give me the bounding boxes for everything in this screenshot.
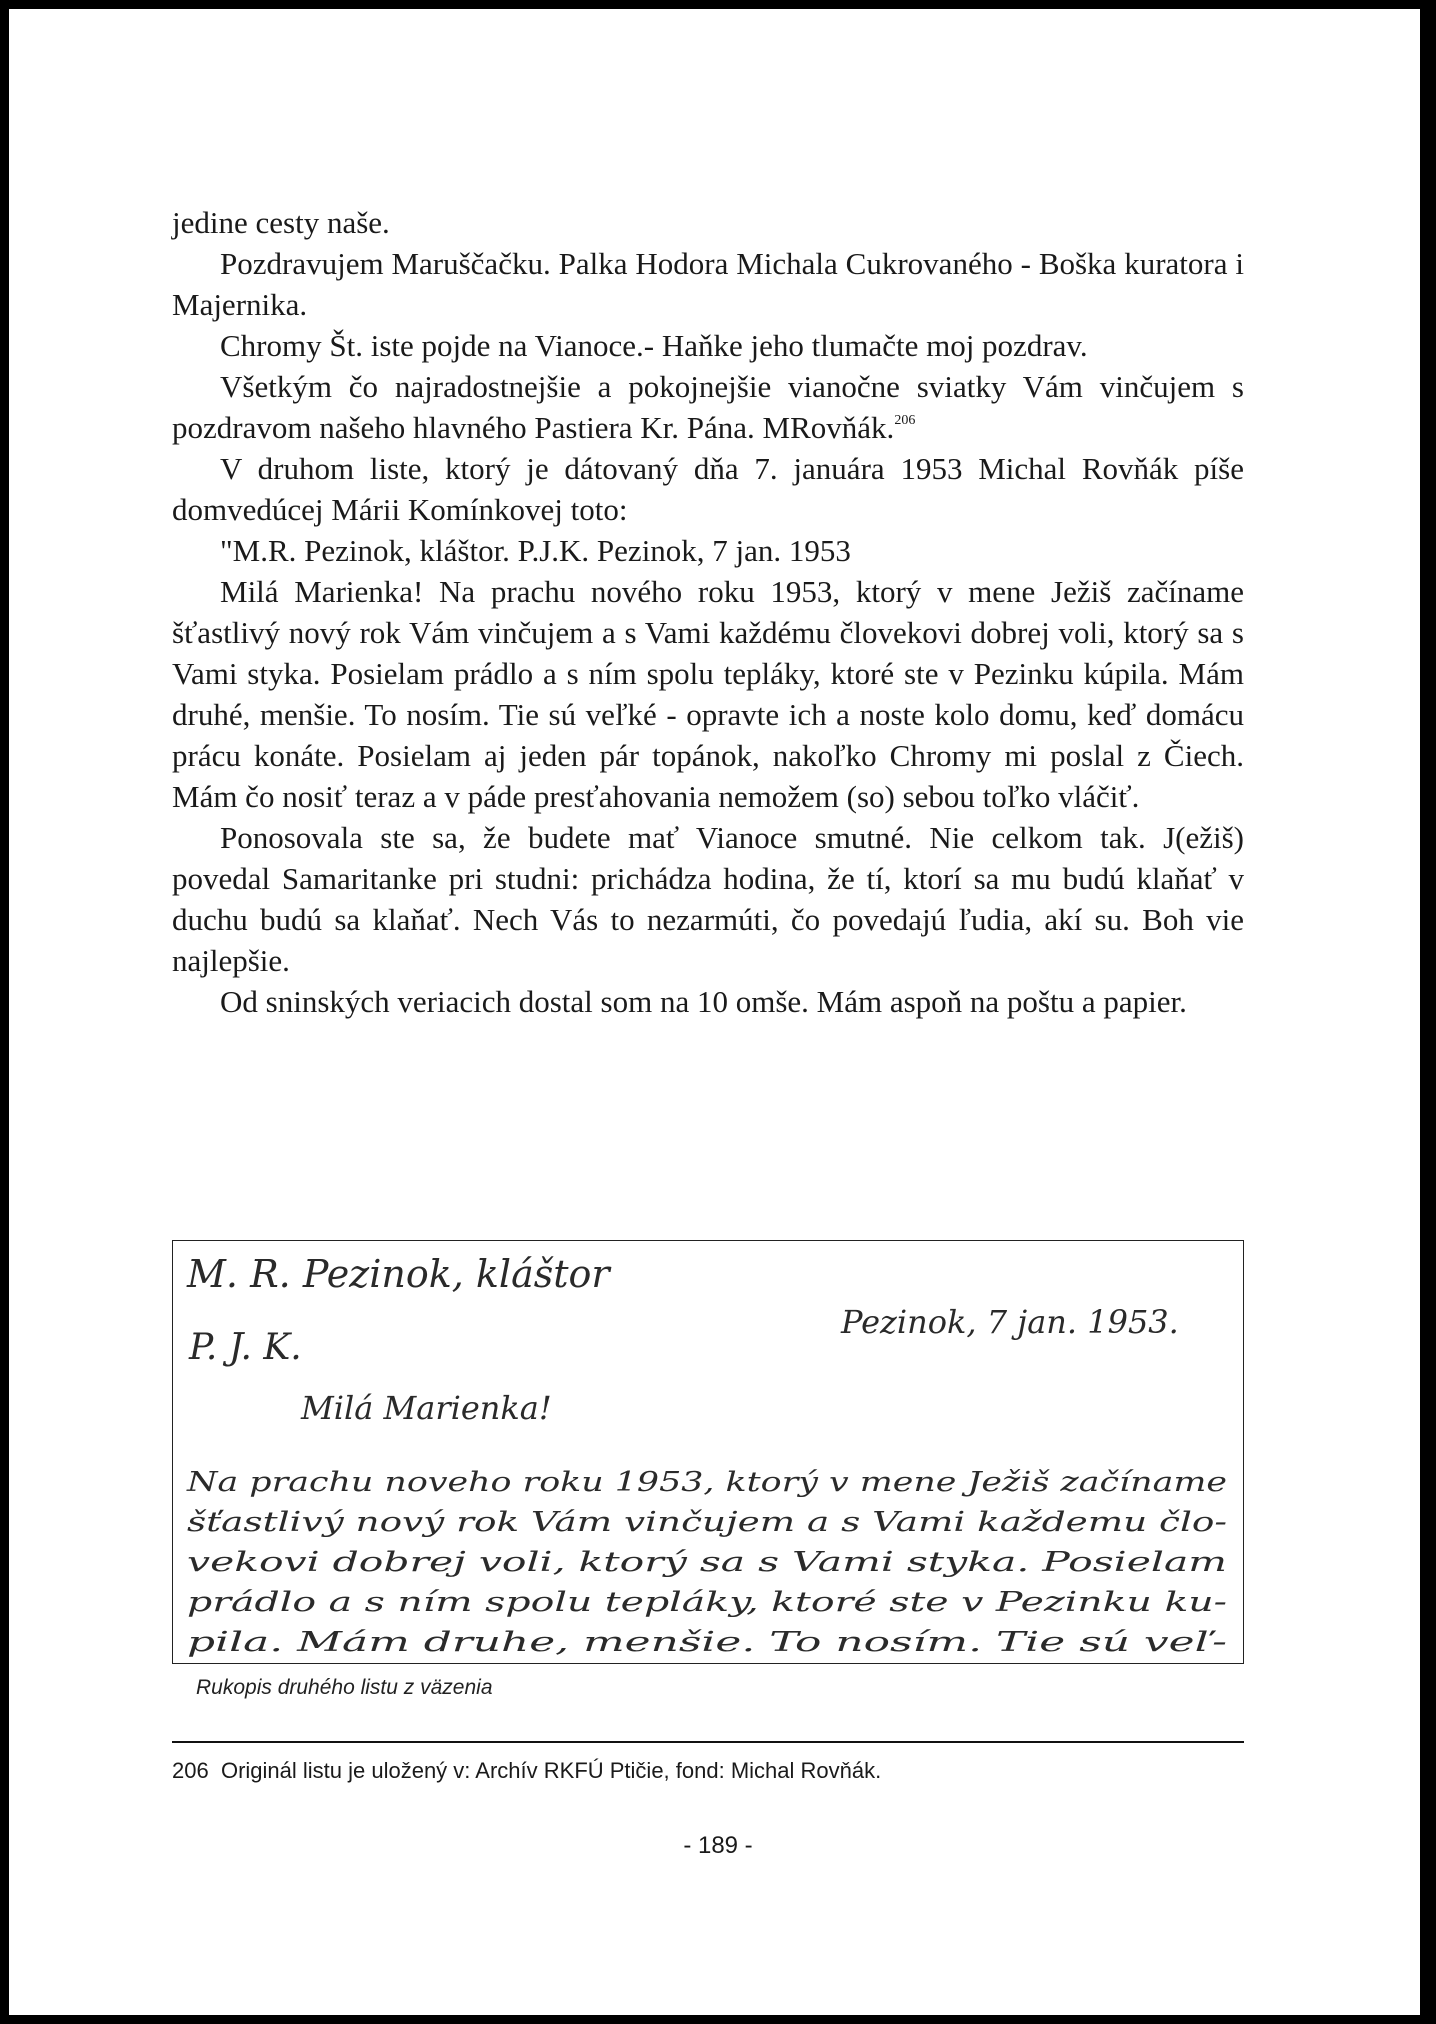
handwritten-line: M. R. Pezinok, kláštor [187,1252,610,1296]
footnote-206 [172,1758,881,1784]
handwritten-line: Na prachu noveho roku 1953, ktorý v mene Ježiš začíname [185,1467,1227,1498]
handwritten-line: prádlo a s ním spolu tepláky, ktoré ste v Pezinku ku- [187,1587,1227,1618]
body-paragraph [172,243,1244,325]
handwritten-line: vekovi dobrej voli, ktorý sa s Vami styka. Posielam [187,1547,1227,1578]
paragraph-text: Chromy Št. iste pojde na Vianoce.- Haňke jeho tlumačte moj pozdrav. [220,328,1088,363]
body-paragraph [172,448,1244,530]
page-number: - 189 - [683,1832,753,1859]
handwritten-letter-image [172,1240,1244,1664]
body-paragraph [172,817,1244,981]
paragraph-text: Pozdravujem Maruščačku. Palka Hodora Michala Cukrovaného - Boška kuratora i Majernika. [172,246,1244,322]
footnote-number: 206 [172,1758,209,1783]
handwritten-line: Milá Marienka! [301,1389,552,1427]
handwritten-line: šťastlivý nový rok Vám vinčujem a s Vami každemu člo- [187,1507,1227,1538]
paragraph-text: Ponosovala ste sa, že budete mať Vianoce smutné. Nie celkom tak. J(ežiš) povedal Samaritanke pri studni: prichádza hodina, že tí, ktorí sa mu budú klaňať v duchu budú sa klaňať. Nech Vás to nezarmúti, čo povedajú ľudia, akí su. Boh vie najlepšie. [172,820,1244,978]
handwritten-line: pila. Mám druhe, menšie. To nosím. Tie sú veľ- [187,1627,1227,1658]
figure-caption: Rukopis druhého listu z väzenia [196,1676,493,1699]
body-text [172,202,1244,1022]
body-paragraph [172,571,1244,817]
paragraph-text: "M.R. Pezinok, kláštor. P.J.K. Pezinok, 7 jan. 1953 [220,533,851,568]
body-paragraph [172,325,1244,366]
paragraph-text: Všetkým čo najradostnejšie a pokojnejšie vianočne sviatky Vám vinčujem s pozdravom našeho hlavného Pastiera Kr. Pána. MRovňák. [172,369,1244,445]
paragraph-text: Od sninských veriacich dostal som na 10 omše. Mám aspoň na poštu a papier. [220,984,1187,1019]
paragraph-text: Milá Marienka! Na prachu nového roku 1953, ktorý v mene Ježiš začíname šťastlivý nový rok Vám vinčujem a s Vami každému človekovi dobrej voli, ktorý sa s Vami styka. Posielam prádlo a s ním spolu tepláky, ktoré ste v Pezinku kúpila. Mám druhé, menšie. To nosím. Tie sú veľké - opravte ich a noste kolo domu, keď domácu prácu konáte. Posielam aj jeden pár topánok, nakoľko Chromy mi poslal z Čiech. Mám čo nosiť teraz a v páde presťahovania nemožem (so) sebou toľko vláčiť. [172,574,1244,814]
body-paragraph [172,530,1244,571]
body-paragraph [172,981,1244,1022]
handwritten-line: Pezinok, 7 jan. 1953. [841,1303,1179,1341]
footnote-text: Originál listu je uložený v: Archív RKFÚ Ptičie, fond: Michal Rovňák. [220,1758,882,1783]
footnote-divider [172,1741,1244,1743]
footnote-reference: 206 [894,413,916,428]
handwritten-line: P. J. K. [189,1327,302,1368]
body-paragraph [172,202,1244,243]
handwriting-scan [173,1241,1245,1665]
paragraph-text: jedine cesty naše. [172,205,390,240]
body-paragraph [172,366,1244,448]
paragraph-text: V druhom liste, ktorý je dátovaný dňa 7. januára 1953 Michal Rovňák píše domvedúcej Márii Komínkovej toto: [172,451,1244,527]
